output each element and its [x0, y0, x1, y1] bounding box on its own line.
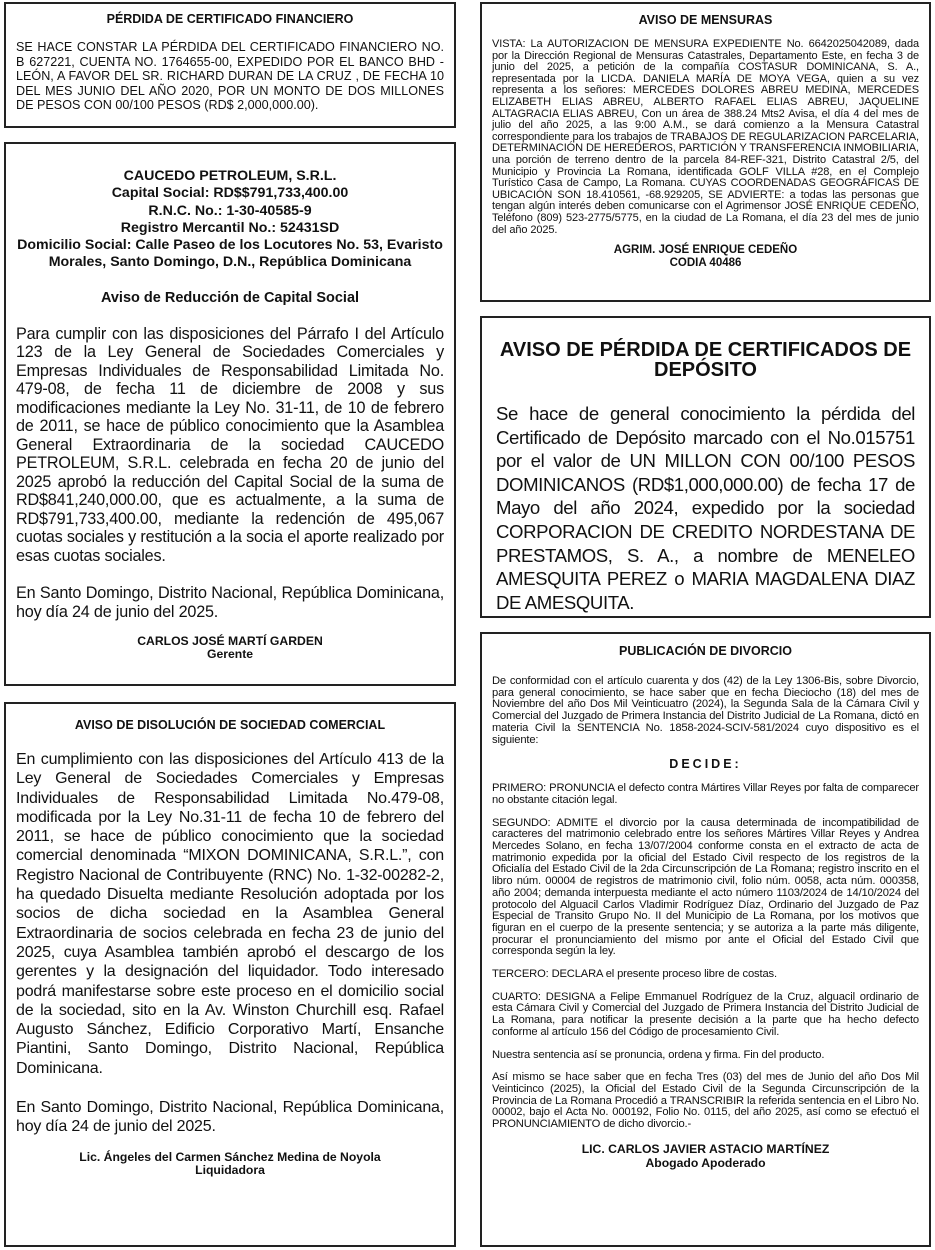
signer-role: Liquidadora — [195, 1162, 265, 1177]
notice-place-date: En Santo Domingo, Distrito Nacional, República Dominicana, hoy día 24 de junio del 2025. — [16, 1099, 444, 1136]
ruling-cuarto: CUARTO: DESIGNA a Felipe Emmanuel Rodríguez de la Cruz, alguacil ordinario de esta Cámara Civil y Comercial del Juzgado de Primera Instancia del Distrito Judicial de La Romana, para notificar la presente decisión a la parte que ha hecho defecto conforme al artículo 156 del Código de procesamiento Civil. — [492, 990, 919, 1038]
notice-subtitle: Aviso de Reducción de Capital Social — [100, 289, 360, 306]
signer-code: CODIA 40486 — [669, 256, 742, 269]
signer-name: LIC. CARLOS JAVIER ASTACIO MARTÍNEZ — [581, 1141, 830, 1156]
divorce-publication-notice — [480, 632, 931, 1247]
signer-name: Lic. Ángeles del Carmen Sánchez Medina de Noyola — [79, 1149, 381, 1164]
signer-name: CARLOS JOSÉ MARTÍ GARDEN — [137, 634, 323, 649]
company-name: CAUCEDO PETROLEUM, S.R.L. — [123, 168, 337, 184]
transcription-note: Así mismo se hace saber que en fecha Tres (03) del mes de Junio del año Dos Mil Veinticinco (2025), la Oficial del Estado Civil de la Segunda Circunscripción de la Provincia de La Romana Procedió a TRANSCRIBIR la referida sentencia en el Libro No. 00002, bajo el Acta No. 000192, Folio No. 0115, del año 2025, así como se efectuó el PRONUNCIAMIENTO de dicho divorcio.- — [492, 1071, 919, 1131]
notice-body: VISTA: La AUTORIZACION DE MENSURA EXPEDIENTE No. 6642025042089, dada por la Dirección Regional de Mensuras Catastrales, Departamento Este, en fecha 3 de junio del 2025, a petición de la compañía COSTASUR DOMINICANA, S. A., representada por la LICDA. DANIELA MARÍA DE MOYA VEGA, quien a su vez representa a los señores: MERCEDES DOLORES ABREU MEDINA, MERCEDES ELIZABETH ELIAS ABREU, ALBERTO RAFAEL ELIAS ABREU, JAQUELINE ALTAGRACIA ELIAS ABREU, Con un área de 388.24 Mts2 Avisa, el día 4 del mes de julio del año 2025, a las 9:00 A.M., se dará comienzo a la Mensura Catastral correspondiente para los trabajos de TRABAJOS DE REGULARIZACION PARCELARIA, DETERMINACIÓN DE HEREDEROS, PARTICIÓN Y TRANSFERENCIA INMOBILIARIA, una porción de terreno dentro de la parcela 84-REF-321, Distrito Catastral 2/5, del Municipio y Provincia La Romana, identificada GOLF VILLA #28, en el Complejo Turístico Casa de Campo, La Romana. CUYAS COORDENADAS GEOGRÁFICAS DE UBICACIÓN SON 18.410561, -68.929205, SE ADVIERTE: a todas las personas que tengan algún interés deben comunicarse con el Agrimensor JOSÉ ENRIQUE CEDEÑO, Teléfono (809) 523-2775/5775, en la ciudad de La Romana, el día 23 del mes de junio del año 2025. — [492, 38, 919, 236]
signer-name: AGRIM. JOSÉ ENRIQUE CEDEÑO — [613, 244, 798, 257]
notice-title: AVISO DE PÉRDIDA DE CERTIFICADOS DE DEPÓSITO — [499, 339, 912, 381]
notice-title: PUBLICACIÓN DE DIVORCIO — [619, 644, 792, 658]
signer-role: Gerente — [206, 647, 254, 662]
notice-body: Se hace de general conocimiento la pérdida del Certificado de Depósito marcado con el No.015751 por el valor de UN MILLON CON 00/100 PESOS DOMINICANOS (RD$1,000,000.00) de fecha 17 de Mayo del año 2024, expedido por la sociedad CORPORACION DE CREDITO NORDESTANA DE PRESTAMOS, S. A., a nombre de MENELEO AMESQUITA PEREZ o MARIA MAGDALENA DIAZ DE AMESQUITA. — [496, 403, 915, 613]
notice-title: PÉRDIDA DE CERTIFICADO FINANCIERO — [106, 12, 354, 26]
signature-block — [16, 635, 444, 661]
ruling-primero: PRIMERO: PRONUNCIA el defecto contra Mártires Villar Reyes por falta de comparecer no obstante citación legal. — [492, 782, 919, 806]
divorce-intro: De conformidad con el artículo cuarenta y dos (42) de la Ley 1306-Bis, sobre Divorcio, para general conocimiento, se hace saber que en fecha Dieciocho (18) del mes de Noviembre del año Dos Mil Veinticuatro (2024), la Segunda Sala de la Cámara Civil y Comercial del Juzgado de Primera Instancia del Distrito Judicial de La Romana, dictó en materia Civil la SENTENCIA No. 1858-2024-SCIV-581/2024 cuyo dispositivo es el siguiente: — [492, 675, 919, 746]
notice-body: Para cumplir con las disposiciones del Párrafo I del Artículo 123 de la Ley General de Sociedades Comerciales y Empresas Individuales de Responsabilidad Limitada No. 479-08, de fecha 11 de diciembre de 2008 y sus modificaciones mediante la Ley No. 31-11, de 10 de febrero de 2011, se hace de público conocimiento que la Asamblea General Extraordinaria de la sociedad CAUCEDO PETROLEUM, S.R.L. celebrada en fecha 20 de junio del 2025 aprobó la reducción del Capital Social de la suma de RD$841,240,000.00, que es actualmente, a la suma de RD$791,733,400.00, mediante la redención de 495,067 cuotas sociales y restitución a la socia el aporte realizado por esas cuotas sociales. — [16, 324, 444, 565]
signature-block — [492, 1142, 919, 1170]
ruling-closing: Nuestra sentencia así se pronuncia, ordena y firma. Fin del producto. — [492, 1048, 825, 1061]
notice-body: En cumplimiento con las disposiciones del Artículo 413 de la Ley General de Sociedades Comerciales y Empresas Individuales de Responsabilidad Limitada No.479-08, modificada por la Ley No.31-11 de fecha 10 de febrero del 2011, se hace de público conocimiento que la sociedad comercial denominada “MIXON DOMINICANA, S.R.L.”, con Registro Nacional de Contribuyente (RNC) No. 1-32-00282-2, ha quedado Disuelta mediante Resolución adoptada por los socios de dicha sociedad en la Asamblea General Extraordinaria de socios celebrada en fecha 23 de junio del 2025, cuya Asamblea también aprobó el descargo de los gerentes y la designación del liquidador. Todo interesado podrá manifestarse sobre este proceso en el domicilio social de la sociedad, sito en la Av. Winston Churchill esq. Rafael Augusto Sánchez, Edificio Corporativo Martí, Ensanche Piantini, Santo Domingo, Distrito Nacional, República Dominicana. — [16, 751, 444, 1077]
deposit-certificate-loss-notice — [480, 316, 931, 618]
notice-title: AVISO DE DISOLUCIÓN DE SOCIEDAD COMERCIAL — [74, 718, 386, 732]
capital-reduction-notice — [4, 142, 456, 686]
ruling-segundo: SEGUNDO: ADMITE el divorcio por la causa determinada de incompatibilidad de caracteres del matrimonio celebrado entre los señores Mártires Villar Reyes y Andrea Mercedes Solano, en fecha 13/07/2004 conforme consta en el extracto de acta de matrimonio expedida por la oficial del Estado Civil respecto de los registros de la Oficialía del Estado Civil de la 2da Circunscripción de La Romana; registro inscrito en el libro núm. 00004 de registros de matrimonio civil, folio núm. 0058, acta núm. 000358, año 2004; demanda interpuesta mediante el acto número 1103/2024 de 14/10/2024 del protocolo del Alguacil Carlos Vladimir Rodríguez Díaz, Ordinario del Juzgado de Paz Especial de Transito Grupo No. II del Municipio de La Romana, por los motivos que figuran en el cuerpo de la presente sentencia; y se autoriza a la parte más diligente, procurar el pronunciamiento del mismo por ante el Oficial del Estado Civil que corresponda según la ley. — [492, 816, 919, 958]
company-capital: Capital Social: RD$$791,733,400.00 — [111, 185, 349, 202]
company-rnc: R.N.C. No.: 1-30-40585-9 — [148, 202, 312, 219]
signature-block — [492, 244, 919, 269]
survey-notice — [480, 2, 931, 302]
loss-certificate-financial-notice — [4, 2, 456, 128]
notice-place-date: En Santo Domingo, Distrito Nacional, República Dominicana, hoy día 24 de junio del 2025. — [16, 584, 444, 621]
company-domicile: Domicilio Social: Calle Paseo de los Locutores No. 53, Evaristo Morales, Santo Domingo, D.N., República Dominicana — [17, 237, 443, 271]
dissolution-notice — [4, 702, 456, 1247]
decide-heading: DECIDE: — [669, 757, 742, 772]
ruling-tercero: TERCERO: DECLARA el presente proceso libre de costas. — [492, 968, 777, 981]
notice-title: AVISO DE MENSURAS — [638, 13, 773, 27]
notice-body: SE HACE CONSTAR LA PÉRDIDA DEL CERTIFICADO FINANCIERO NO. B 627221, CUENTA NO. 1764655-00, EXPEDIDO POR EL BANCO BHD - LEÓN, A FAVOR DEL SR. RICHARD DURAN DE LA CRUZ , DE FECHA 10 DEL MES JUNIO DEL AÑO 2020, POR UN MONTO DE DOS MILLONES DE PESOS CON 00/100 PESOS (RD$ 2,000,000.00). — [16, 40, 444, 113]
signer-role: Abogado Apoderado — [645, 1155, 766, 1170]
signature-block — [16, 1151, 444, 1177]
company-registry: Registro Mercantil No.: 52431SD — [120, 219, 340, 236]
company-header — [16, 168, 444, 272]
